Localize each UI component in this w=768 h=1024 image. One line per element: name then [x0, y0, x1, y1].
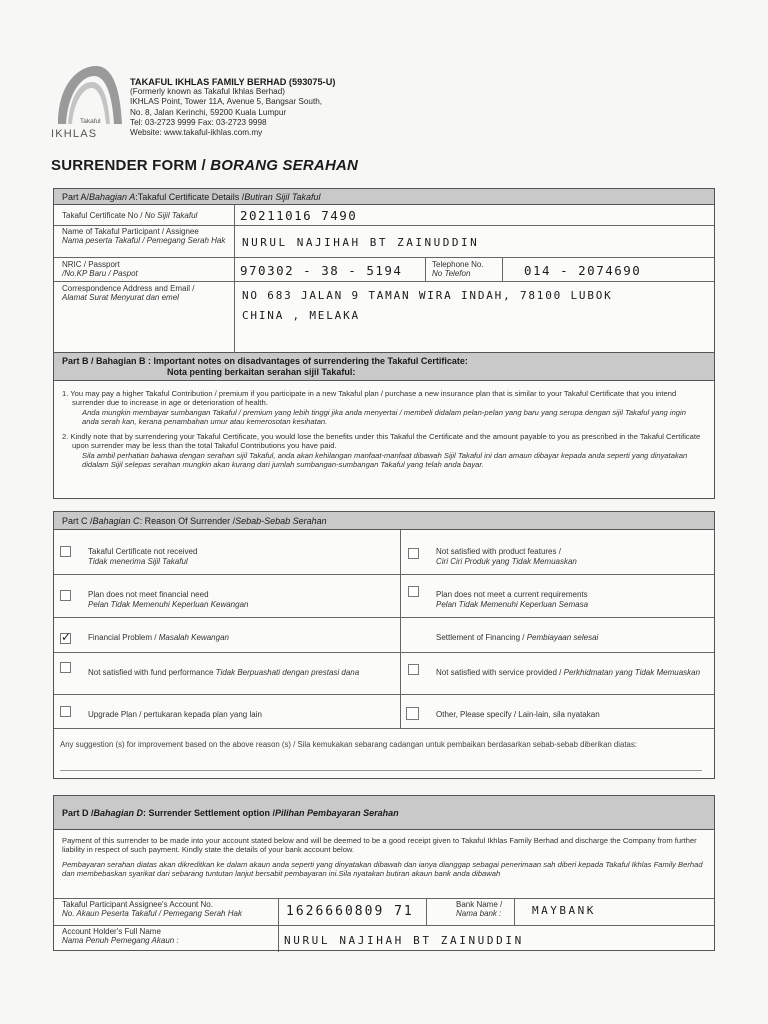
reason-financial-problem-checkbox[interactable] — [60, 633, 71, 644]
reason-service-provided: Not satisfied with service provided / Perkhidmatan yang Tidak Memuaskan — [436, 668, 701, 677]
part-c-heading: Part C / Bahagian C : Reason Of Surrender / Sebab-Sebab Serahan — [54, 512, 714, 530]
participant-name-value[interactable]: NURUL NAJIHAH BT ZAINUDDIN — [242, 236, 480, 249]
bank-name-label: Bank Name / Nama bank : — [456, 900, 503, 918]
company-phone: Tel: 03-2723 9999 Fax: 03-2723 9998 — [130, 117, 267, 127]
telephone-label: Telephone No. No Telefon — [432, 260, 484, 278]
part-b-notes — [54, 381, 714, 469]
form-title: SURRENDER FORM / BORANG SERAHAN — [51, 157, 359, 174]
part-a-certificate-details — [53, 188, 715, 353]
nric-label: NRIC / Passport /No.KP Baru / Paspot — [62, 260, 138, 278]
address-row — [54, 282, 714, 354]
company-name: TAKAFUL IKHLAS FAMILY BERHAD (593075-U) — [130, 77, 336, 87]
reason-financial-need: Plan does not meet financial need Pelan Tidak Memenuhi Keperluan Kewangan — [88, 590, 249, 609]
suggestion-line[interactable] — [60, 770, 702, 771]
reason-service-provided-checkbox[interactable] — [408, 664, 419, 675]
part-d-text: Payment of this surrender to be made into your account stated below and will be deemed to be a good receipt given to Takaful Ikhlas Family Berhad and discharge the Company from further liability in respect of such payment. Kindly state the details of your bank account below. Pembayaran serahan diatas akan dikreditkan ke dalam akaun anda seperti yang dinyatakan dibawah dan ianya dianggap sebagai penerimaan sah diberi kepada Takaful Ikhlas Family Berhad dan membebaskan syarikat dari sebarang tuntutan lanjut bersabit pembayaran ini.Sila nyatakan butiran akaun bank anda dibawah — [62, 836, 703, 878]
part-c-reason-of-surrender — [53, 511, 715, 779]
takaful-ikhlas-logo — [50, 62, 125, 142]
reason-upgrade-plan-checkbox[interactable] — [60, 706, 71, 717]
reason-fund-performance: Not satisfied with fund performance Tidak Berpuashati dengan prestasi dana — [88, 668, 360, 677]
part-d-settlement-option — [53, 795, 715, 951]
telephone-value[interactable]: 014 - 2074690 — [524, 263, 642, 278]
participant-name-row — [54, 226, 714, 258]
reason-cert-not-received-checkbox[interactable] — [60, 546, 71, 557]
certificate-number-value[interactable]: 20211016 7490 — [240, 208, 358, 223]
account-number-label: Takaful Participant Assignee's Account No. No. Akaun Peserta Takaful / Pemegang Serah Hak — [62, 900, 242, 918]
account-holder-label: Account Holder's Full Name Nama Penuh Pemegang Akaun : — [62, 927, 179, 945]
address-label: Correspondence Address and Email / Alamat Surat Menyurat dan emel — [62, 284, 195, 302]
part-b-important-notes — [53, 353, 715, 499]
reason-cert-not-received: Takaful Certificate not received Tidak menerima Sijil Takaful — [88, 547, 198, 566]
company-address-1: IKHLAS Point, Tower 11A, Avenue 5, Bangsar South, — [130, 97, 323, 107]
account-number-value[interactable]: 1626660809 71 — [286, 904, 414, 919]
address-value-line-2[interactable]: CHINA , MELAKA — [242, 309, 360, 322]
bank-name-value[interactable]: MAYBANK — [532, 904, 596, 917]
part-b-heading: Part B / Bahagian B : Important notes on disadvantages of surrendering the Takaful Certificate: Nota penting berkaitan serahan sijil Takaful: — [54, 353, 714, 381]
company-details — [130, 77, 335, 138]
reason-current-requirements-checkbox[interactable] — [408, 586, 419, 597]
note-1: 1. You may pay a higher Takaful Contribution / premium if you participate in a new Takaful plan / purchase a new insurance plan that is similar to your Takaful Certificate that you intend surrender due to increase in age or deterioration of health. Anda mungkin membayar sumbangan Takaful / premium yang lebih tinggi jika anda menyertai / membeli didalam pelan-pelan yang baru yang serupa dengan sijil Takaful yang ingin anda serah kan, kerana penambahan umur atau kemerosotan kesihatan. — [62, 389, 686, 426]
address-value-line-1[interactable]: NO 683 JALAN 9 TAMAN WIRA INDAH, 78100 LUBOK — [242, 289, 613, 302]
reason-current-requirements: Plan does not meet a current requirements Pelan Tidak Memenuhi Keperluan Semasa — [436, 590, 589, 609]
reason-other: Other, Please specify / Lain-lain, sila nyatakan — [436, 710, 600, 719]
part-d-heading: Part D / Bahagian D : Surrender Settlement option / Pilihan Pembayaran Serahan — [54, 796, 714, 830]
certificate-label: Takaful Certificate No / No Sijil Takaful — [62, 211, 198, 220]
participant-name-label: Name of Takaful Participant / Assignee Nama peserta Takaful / Pemegang Serah Hak — [62, 227, 226, 245]
reason-settlement-financing: Settlement of Financing / Pembiayaan selesai — [436, 633, 599, 642]
svg-text:Takaful: Takaful — [80, 118, 101, 125]
note-2: 2. Kindly note that by surrendering your Takaful Certificate, you would lose the benefits under this Takaful the Certificate and the amount payable to you as prescribed in the Takaful Certificate upon surrender may be less than the total Takaful Contributions you have paid. Sila ambil perhatian bahawa dengan serahan sijil Takaful, anda akan kehilangan manfaat-manfaat dibawah Sijil Takaful ini dan amaun dibayar kepada anda seperti yang dinyatakan didalam Sijil selepas serahan mungkin akan kurang dari jumlah sumbangan-sumbangan Takaful yang telah anda bayar. — [62, 432, 701, 470]
certificate-row — [54, 205, 714, 226]
reason-financial-problem: Financial Problem / Masalah Kewangan — [88, 633, 229, 642]
company-address-2: No. 8, Jalan Kerinchi, 59200 Kuala Lumpur — [130, 107, 287, 117]
nric-row — [54, 258, 714, 282]
svg-text:IKHLAS: IKHLAS — [51, 128, 98, 140]
reason-product-features-checkbox[interactable] — [408, 548, 419, 559]
reason-financial-need-checkbox[interactable] — [60, 590, 71, 601]
account-holder-value[interactable]: NURUL NAJIHAH BT ZAINUDDIN — [284, 934, 524, 947]
company-website: Website: www.takaful-ikhlas.com.my — [130, 128, 263, 138]
company-formerly: (Formerly known as Takaful Ikhlas Berhad) — [130, 87, 286, 97]
part-a-heading: Part A / Bahagian A :Takaful Certificate Details / Butiran Sijil Takaful — [54, 189, 714, 205]
nric-value[interactable]: 970302 - 38 - 5194 — [240, 263, 403, 278]
reason-upgrade-plan: Upgrade Plan / pertukaran kepada plan yang lain — [88, 710, 262, 719]
reason-product-features: Not satisfied with product features / Ciri Ciri Produk yang Tidak Memuaskan — [436, 547, 577, 566]
reason-other-checkbox[interactable] — [406, 707, 419, 720]
suggestion-prompt: Any suggestion (s) for improvement based on the above reason (s) / Sila kemukakan sebarang cadangan untuk pembaikan berdasarkan sebab-sebab diberikan diatas: — [60, 740, 637, 749]
reason-fund-performance-checkbox[interactable] — [60, 662, 71, 673]
